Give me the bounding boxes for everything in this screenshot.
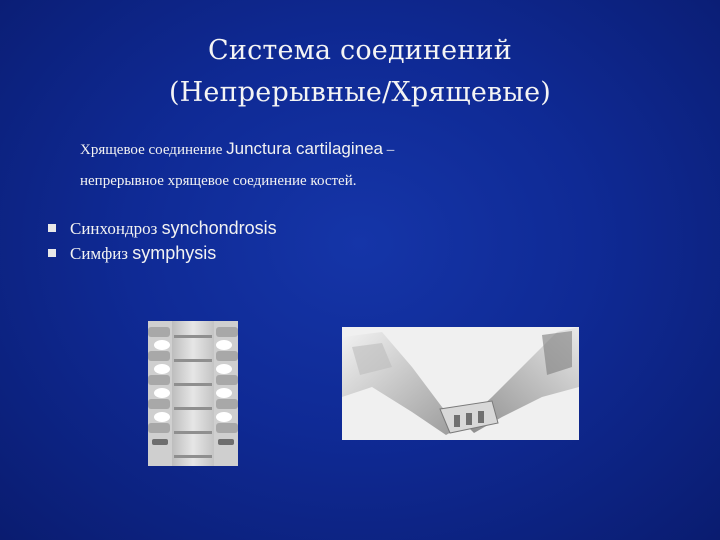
square-bullet-icon [48, 249, 56, 257]
definition-latin-term: Junctura cartilaginea [226, 139, 383, 158]
title-line-2: (Непрерывные/Хрящевые) [168, 77, 552, 108]
bullet-ru-label: Симфиз [70, 244, 129, 263]
definition-line-1 [80, 133, 680, 166]
definition-text [80, 133, 680, 197]
bullet-latin-label: symphysis [132, 243, 217, 263]
definition-line-2: непрерывное хрящевое соединение костей. [80, 173, 357, 189]
bullet-ru-label: Синхондроз [70, 219, 158, 238]
square-bullet-icon [48, 224, 56, 232]
definition-dash: – [386, 142, 395, 158]
title-line-1: Система соединений [208, 35, 512, 66]
spine-synchondrosis-image [148, 321, 238, 466]
slide-title [120, 30, 600, 114]
list-item-synchondrosis [48, 216, 277, 241]
bullet-latin-label: synchondrosis [161, 218, 277, 238]
definition-ru-term: Хрящевое соединение [80, 142, 223, 158]
list-item-symphysis [48, 241, 277, 266]
bullet-list [48, 216, 277, 266]
pubic-symphysis-image [342, 327, 579, 440]
